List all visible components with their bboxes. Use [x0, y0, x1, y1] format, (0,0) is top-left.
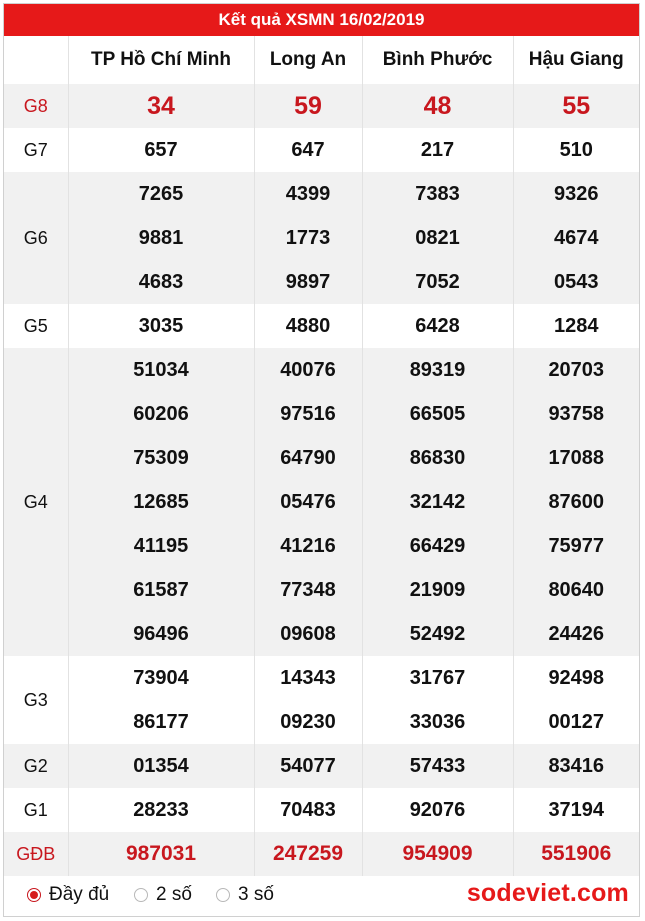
prize-row	[4, 656, 639, 744]
prize-number: 647	[291, 139, 325, 161]
option-3-digits-label: 3 số	[238, 884, 274, 905]
results-panel	[3, 3, 640, 917]
prize-number: 14343	[280, 667, 336, 689]
prize-number: 31767	[409, 667, 466, 689]
prize-cell	[513, 128, 639, 172]
prize-cell	[362, 304, 513, 348]
prize-number: 75309	[133, 447, 189, 469]
prize-number: 657	[144, 139, 178, 161]
prize-label: G3	[4, 656, 68, 744]
prize-number: 05476	[280, 491, 336, 513]
prize-cell	[362, 172, 513, 304]
prize-number: 1773	[285, 227, 331, 249]
prize-cell	[513, 348, 639, 656]
prize-label: G1	[4, 788, 68, 832]
prize-number: 32142	[409, 491, 466, 513]
prize-number: 247259	[272, 842, 344, 865]
prize-number: 83416	[548, 755, 605, 777]
prize-number: 217	[420, 139, 455, 161]
prize-number: 7383	[415, 183, 460, 205]
prize-label: G2	[4, 744, 68, 788]
prize-cell	[68, 128, 254, 172]
prize-number: 20703	[548, 359, 605, 381]
prize-number: 60206	[133, 403, 189, 425]
brand-logo[interactable]: sodeviet.com	[466, 879, 629, 907]
prize-number: 9881	[138, 227, 184, 249]
prize-cell	[254, 128, 362, 172]
prize-number: 41195	[133, 535, 189, 557]
option-2-digits[interactable]	[134, 885, 192, 905]
prize-row	[4, 832, 639, 876]
prize-number: 510	[559, 139, 593, 161]
prize-number: 12685	[133, 491, 189, 513]
results-title: Kết quả XSMN 16/02/2019	[4, 4, 639, 36]
results-table	[4, 36, 639, 876]
prize-cell	[254, 744, 362, 788]
prize-number: 92498	[548, 667, 605, 689]
prize-number: 4674	[554, 227, 599, 249]
prize-cell	[254, 832, 362, 876]
prize-column-header	[4, 36, 68, 84]
prize-row	[4, 172, 639, 304]
prize-cell	[68, 656, 254, 744]
prize-number: 6428	[415, 315, 460, 337]
prize-number: 21909	[409, 579, 466, 601]
display-options	[4, 874, 639, 916]
prize-number: 4683	[138, 271, 184, 293]
prize-number: 52492	[409, 623, 466, 645]
prize-number: 09230	[280, 711, 336, 733]
prize-cell	[513, 744, 639, 788]
prize-number: 80640	[548, 579, 605, 601]
prize-cell	[362, 788, 513, 832]
prize-number: 97516	[280, 403, 336, 425]
prize-number: 93758	[548, 403, 605, 425]
prize-number: 33036	[409, 711, 466, 733]
province-header: Long An	[254, 36, 362, 84]
prize-number: 54077	[280, 755, 336, 777]
prize-number: 66429	[409, 535, 466, 557]
prize-cell	[362, 744, 513, 788]
prize-number: 75977	[548, 535, 605, 557]
province-header-row	[4, 36, 639, 84]
option-2-digits-label: 2 số	[156, 884, 192, 905]
radio-2-digits[interactable]	[134, 888, 148, 902]
prize-label: GĐB	[4, 832, 68, 876]
prize-number: 34	[147, 92, 175, 120]
prize-row	[4, 84, 639, 128]
prize-cell	[68, 788, 254, 832]
prize-number: 57433	[409, 755, 466, 777]
prize-row	[4, 128, 639, 172]
option-3-digits[interactable]	[216, 885, 274, 905]
prize-cell	[362, 128, 513, 172]
prize-number: 987031	[125, 842, 197, 865]
prize-cell	[254, 304, 362, 348]
prize-cell	[254, 348, 362, 656]
prize-number: 55	[562, 92, 591, 120]
option-full[interactable]	[27, 885, 109, 905]
prize-number: 66505	[409, 403, 466, 425]
prize-number: 86177	[133, 711, 189, 733]
prize-number: 61587	[133, 579, 189, 601]
prize-cell	[254, 84, 362, 128]
prize-cell	[362, 348, 513, 656]
prize-cell	[362, 84, 513, 128]
prize-cell	[513, 84, 639, 128]
prize-number: 4880	[285, 315, 331, 337]
prize-number: 01354	[133, 755, 189, 777]
prize-cell	[254, 172, 362, 304]
prize-cell	[254, 656, 362, 744]
prize-cell	[68, 348, 254, 656]
prize-number: 51034	[133, 359, 189, 381]
province-header: Hậu Giang	[513, 36, 639, 84]
prize-cell	[362, 832, 513, 876]
prize-cell	[254, 788, 362, 832]
prize-cell	[68, 304, 254, 348]
prize-number: 551906	[541, 842, 612, 865]
prize-number: 00127	[548, 711, 605, 733]
prize-number: 77348	[280, 579, 336, 601]
prize-number: 86830	[409, 447, 466, 469]
prize-number: 48	[423, 92, 452, 120]
prize-number: 4399	[285, 183, 331, 205]
prize-label: G4	[4, 348, 68, 656]
prize-label: G6	[4, 172, 68, 304]
prize-label: G8	[4, 84, 68, 128]
prize-number: 59	[294, 92, 322, 120]
prize-number: 70483	[280, 799, 336, 821]
prize-number: 0821	[415, 227, 460, 249]
prize-number: 28233	[133, 799, 189, 821]
prize-number: 96496	[133, 623, 189, 645]
prize-number: 9897	[285, 271, 331, 293]
prize-number: 73904	[133, 667, 189, 689]
prize-number: 92076	[409, 799, 466, 821]
prize-cell	[513, 304, 639, 348]
prize-cell	[513, 832, 639, 876]
prize-cell	[513, 656, 639, 744]
prize-number: 1284	[554, 315, 599, 337]
prize-cell	[68, 832, 254, 876]
prize-cell	[362, 656, 513, 744]
prize-cell	[513, 788, 639, 832]
prize-cell	[68, 84, 254, 128]
prize-number: 24426	[548, 623, 605, 645]
prize-number: 87600	[548, 491, 605, 513]
prize-number: 37194	[548, 799, 605, 821]
prize-number: 954909	[402, 842, 473, 865]
prize-cell	[68, 172, 254, 304]
prize-number: 17088	[548, 447, 605, 469]
prize-number: 9326	[554, 183, 599, 205]
prize-row	[4, 788, 639, 832]
prize-number: 09608	[280, 623, 336, 645]
option-full-label: Đầy đủ	[49, 884, 110, 905]
prize-number: 64790	[280, 447, 336, 469]
radio-full[interactable]	[27, 888, 41, 902]
prize-rows	[4, 84, 639, 876]
province-header: TP Hồ Chí Minh	[68, 36, 254, 84]
prize-number: 41216	[280, 535, 336, 557]
prize-number: 89319	[409, 359, 466, 381]
prize-row	[4, 304, 639, 348]
prize-cell	[68, 744, 254, 788]
radio-3-digits[interactable]	[216, 888, 230, 902]
prize-number: 0543	[554, 271, 599, 293]
prize-number: 40076	[280, 359, 336, 381]
prize-number: 3035	[138, 315, 184, 337]
prize-label: G5	[4, 304, 68, 348]
prize-number: 7052	[415, 271, 460, 293]
prize-label: G7	[4, 128, 68, 172]
province-header: Bình Phước	[362, 36, 513, 84]
prize-number: 7265	[138, 183, 184, 205]
prize-row	[4, 744, 639, 788]
prize-row	[4, 348, 639, 656]
prize-cell	[513, 172, 639, 304]
